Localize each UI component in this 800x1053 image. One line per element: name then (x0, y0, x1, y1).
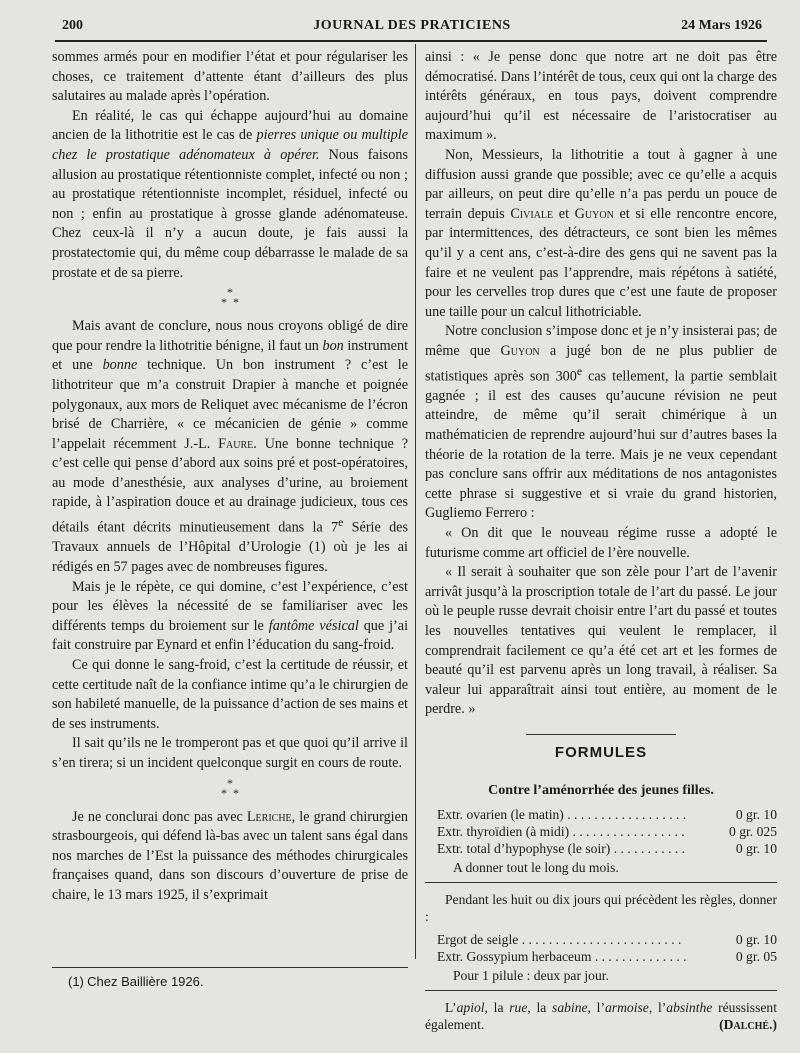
prescription-line: Extr. thyroïdien (à midi) . . . 0 gr. 025 (437, 823, 777, 840)
formula-rule (425, 882, 777, 883)
quote-paragraph: « Il serait à souhaiter que son zèle pour l’art de l’avenir arrivât jusqu’à la proscription totale de l’art du passé. Le jour où le peuple russe devrait choisir entre l’art du passé et toutes les nouvelles tentatives qui veulent le remplacer, il comprendrait facilement ce qu’a été cet art et les formes de beauté qu’il est parvenu après un long travail, à réaliser. Sa valeur lui apparaîtrait ainsi tout entière, au moment de le perdre. » (425, 564, 777, 718)
quote-paragraph: « On dit que le nouveau régime russe a adopté le futurisme comme art officiel de l’ère nouvelle. (425, 524, 777, 561)
prescription-line: Extr. Gossypium herbaceum . . . 0 gr. 05 (437, 948, 777, 965)
header-rule (55, 40, 767, 42)
dosage-note: A donner tout le long du mois. (453, 860, 619, 876)
formula-rule (425, 990, 777, 991)
section-separator: * * * (221, 775, 239, 800)
formula-author: (Dalché.) (719, 1017, 777, 1033)
paragraph: Notre conclusion s’impose donc et je n’y insisterai pas; de même que Guyon a jugé bon de ne plus publier de statistiques après son 300e cas tellement, la partie semblait gagnée ; il est des causes qu’aucune révision ne peut atteindre, de même qu’il serait chimérique à un mathématicien de reprendre aujourd’hui sur d’autres bases la théorie de la rotation de la terre. Mais je ne veux cependant pas conclure sans offrir aux méditations de nos antagonistes cette phrase si suggestive et si vraie du grand historien, Gugliemo Ferrero : (425, 323, 778, 522)
author-name: Faure (218, 435, 254, 452)
paragraph: Non, Messieurs, la lithotritie a tout à gagner à une diffusion aussi grande que possible; avec ce qu’elle a acquis par ailleurs, on peut dire qu’elle n’a pas perdu un pouce de terrain depuis Civiale et Guyon et si elle rencontre encore, par intermittences, des détracteurs, ce sont bien les mêmes qu’il y a cent ans, c’est-à-dire des gens qui ne savent pas la faire et ne veulent pas l’apprendre, mais répétons à satiété, pour les cervelles trop dures que c’est une faute de proposer une taille pour un calcul lithotriciable. (425, 146, 778, 320)
formules-title: FORMULES (554, 743, 648, 761)
paragraph: Pendant les huit ou dix jours qui précèdent les règles, donner : (425, 892, 777, 925)
page-number: 200 (62, 18, 83, 33)
footnote-rule (52, 967, 408, 968)
issue-date: 24 Mars 1926 (681, 18, 762, 33)
paragraph: Ce qui donne le sang-froid, c’est la certitude de réussir, et cette certitude naît de la confiance intime qu’a le chirurgien de son habileté manuelle, de la puissance d’action de ses mains et de ses instruments. (52, 656, 408, 732)
paragraph: Mais avant de conclure, nous nous croyons obligé de dire que pour rendre la lithotritie bénigne, il faut un bon instrument et une bonne technique. Un bon instrument ? c’est le lithotriteur que m’a construit Drapier à manche et poignée polygonaux, aux mors de Reliquet avec mécanisme de l’écron brisé de Charrière, « ce mécanicien de génie » comme l’appelait récemment J.-L. Faure. Une bonne technique ? c’est celle qui pense d’abord aux soins pré et post-opératoires, au mode d’anesthésie, aux analyses d’urine, au broiement rapide, à l’aspiration douce et au drainage judicieux, tous ces détails étant décrits minutieusement dans la 7e Série des Travaux annuels de l’Hôpital d’Urologie (1) où je les ai rédigés en 57 pages avec de nombreuses figures. (52, 318, 409, 575)
dosage-note: Pour 1 pilule : deux par jour. (453, 968, 609, 984)
column-divider (415, 44, 416, 959)
footnote: (1) Chez Baillière 1926. (68, 974, 204, 989)
paragraph: ainsi : « Je pense donc que notre art ne doit pas être démocratisé. Dans l’intérêt de tous, ceux qui ont la charge des intérêts généraux, en tous pays, doivent comprendre aujourd’hui qu’il est nécessaire de l’aristocratiser au maximum ». (425, 49, 777, 144)
right-column (425, 48, 777, 1033)
section-separator: * * * (221, 285, 239, 310)
journal-title: JOURNAL DES PRATICIENS (313, 18, 511, 33)
paragraph: L’apiol, la rue, la sabine, l’armoise, l’absinthe réussissent également. (Dalché.) (425, 1000, 777, 1033)
paragraph: Il sait qu’ils ne le tromperont pas et que quoi qu’il arrive il s’en tirera; si un incident quelconque surgit en cours de route. (52, 735, 408, 771)
left-column (52, 48, 408, 905)
paragraph: Je ne conclurai donc pas avec Leriche, le grand chirurgien strasbourgeois, qui défend là-bas avec un talent sans égal dans nos marches de l’Est la puissance des méthodes chirurgicales françaises quand, dans son discours d’ouverture de prise de chaire, le 13 mars 1925, il s’exprimait (52, 808, 409, 903)
prescription-line: Ergot de seigle . . . 0 gr. 10 (437, 931, 777, 948)
page-header (62, 18, 762, 40)
formula-subtitle: Contre l’aménorrhée des jeunes filles. (488, 782, 714, 798)
section-rule (526, 734, 676, 735)
paragraph: Mais je le répète, ce qui domine, c’est l’expérience, c’est pour les élèves la nécessité de se familiariser avec les différents temps du broiement sur le fantôme vésical que j’ai fait construire par Eynard et enfin l’éducation du sang-froid. (52, 578, 409, 654)
emphasis: pierres unique ou multiple chez le prostatique adénomateux à opérer. (52, 127, 408, 163)
prescription-line: Extr. ovarien (le matin) . . . 0 gr. 10 (437, 806, 777, 823)
paragraph: En réalité, le cas qui échappe aujourd’hui au domaine ancien de la lithotritie est le cas de pierres unique ou multiple chez le prostatique adénomateux à opérer. Nous faisons allusion au prostatique rétentionniste complet, infecté ou non ; au prostatique rétentionniste incomplet, résiduel, infecté ou non ; enfin au prostatique à grosse glande adénomateuse. Chez ceux-là il n’y a aucun doute, je fais aussi la prostatectomie qui, du même coup débarrasse le malade de sa prostate et de sa pierre. (52, 107, 409, 281)
paragraph: sommes armés pour en modifier l’état et pour régulariser les choses, ce traitement d’attente étant d’ailleurs des plus salutaires au malade après l’opération. (52, 49, 408, 105)
prescription-line: Extr. total d’hypophyse (le soir) . . . 0 gr. 10 (437, 840, 777, 857)
